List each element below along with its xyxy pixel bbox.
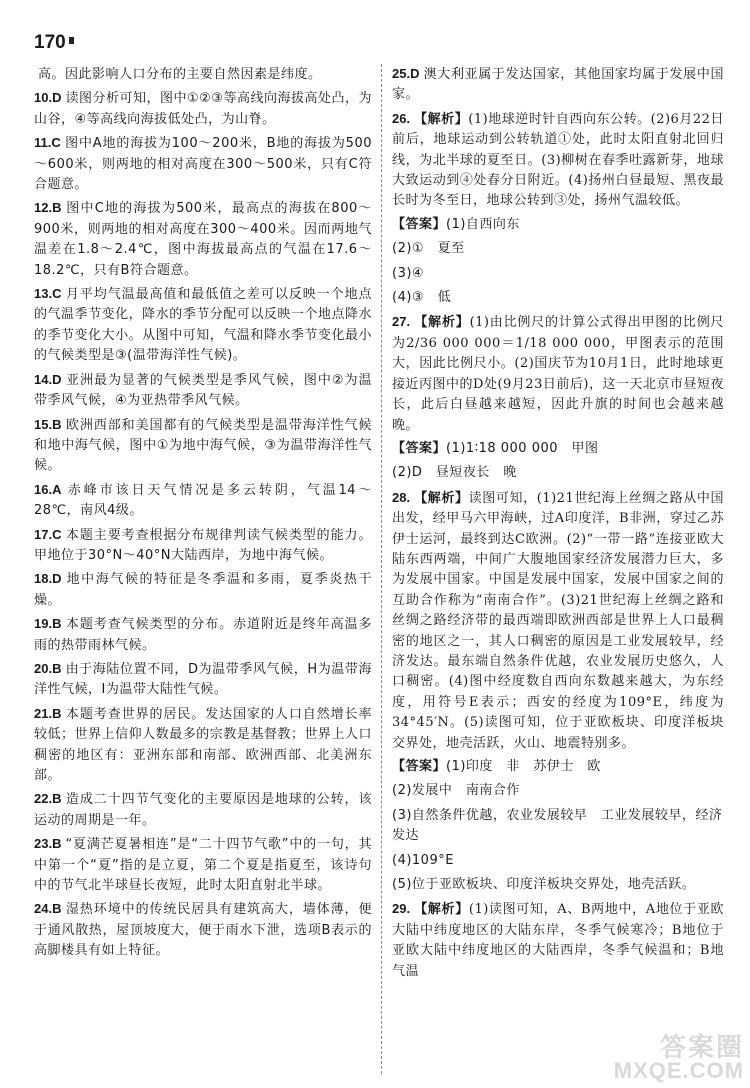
page-header (34, 30, 74, 52)
question-number: 25.D (392, 66, 420, 81)
answer-entry (34, 133, 372, 195)
left-column (34, 64, 372, 965)
answer-text: 本题考查气候类型的分布。赤道附近是终年高温多雨的热带雨林气候。 (34, 617, 372, 653)
answer-text: 本题考查世界的居民。发达国家的人口自然增长率较低；世界上信仰人数最多的宗教是基督教；世界上人口稠密的地区有：亚洲东部和南部、欧洲西部、北美洲东部。 (34, 706, 372, 783)
answer-line: (4)109°E (392, 852, 454, 868)
answer-text: 造成二十四节气变化的主要原因是地球的公转，该运动的周期是一年。 (34, 792, 372, 828)
answer-entry (392, 64, 724, 106)
watermark-logo (614, 1034, 744, 1082)
analysis-text: (1)由比例尺的计算公式得出甲图的比例尺为2/36 000 000＝1/18 000 000，甲图表示的范围大，因此比例尺小。(2)国庆节为10月1日，此时地球更接近丙图中的D处(9月23日前后)，这一天北京市昼短夜长，此后白昼越来越短，因此升旗的时间也会越来越晚。 (392, 315, 724, 433)
analysis-text: (1)地球逆时针自西向东公转。(2)6月22日前后，地球运动到公转轨道①处，此时太阳直射北回归线，为北半球的夏至日。(3)柳树在春季吐露新芽，地球大致运动到④处春分日附近。(4)扬州白昼最短、黑夜最长时为冬至日，地球公转到③处，扬州气温较低。 (392, 111, 724, 209)
answer-entry (34, 284, 372, 367)
question-number: 10.D (34, 90, 62, 106)
analysis-tag: 【解析】 (414, 902, 469, 918)
answer-entry: 高。因此影响人口分布的主要自然因素是纬度。 (38, 67, 322, 82)
answer-entry (34, 704, 372, 787)
answer-entry (34, 614, 372, 656)
page-marker-icon (69, 37, 74, 44)
answer-text: 澳大利亚属于发达国家，其他国家均属于发展中国家。 (392, 67, 724, 103)
answer-line: (2)发展中 南南合作 (392, 783, 520, 799)
question-number: 13.C (34, 286, 62, 302)
answer-line: (2)① 夏至 (392, 241, 465, 257)
analysis-tag: 【解析】 (414, 111, 469, 127)
answer-entry (34, 415, 372, 477)
answer-line: 【答案】(1)印度 非 苏伊士 欧 (392, 759, 601, 774)
answer-text: “夏满芒夏暑相连”是“二十四节气歌”中的一句，其中第一个“夏”指的是立夏，第二个夏是指夏至，该诗句中的节气北半球昼长夜短，此时太阳直射北半球。 (34, 837, 372, 894)
answer-line: (5)位于亚欧板块、印度洋板块交界处，地壳活跃。 (392, 877, 696, 893)
question-number: 27. (392, 314, 411, 330)
answer-text: 图中C地的海拔为500米，最高点的海拔在800～900米，则两地的相对高度在300～400米。因而两地气温差在1.8～2.4℃，图中海拔最高点的气温在17.6～18.2℃，只有B符合题意。 (34, 201, 372, 278)
answer-entry (34, 88, 372, 130)
question-number: 29. (392, 901, 411, 917)
answer-text: 地中海气候的特征是冬季温和多雨，夏季炎热干燥。 (34, 572, 372, 608)
answer-entry (34, 834, 372, 896)
question-number: 28. (392, 489, 411, 505)
watermark-line2: MXQE.COM (613, 1058, 744, 1083)
answer-text: 图中A地的海拔为100～200米，B地的海拔为500～600米，则两地的相对高度在300～500米，只有C符合题意。 (34, 136, 372, 193)
question-number: 26. (392, 110, 411, 126)
answer-entry (34, 198, 372, 281)
column-divider (381, 64, 382, 1074)
answer-line: 【答案】(1)1∶18 000 000 甲图 (392, 440, 599, 456)
answer-text: 月平均气温最高值和最低值之差可以反映一个地点的气温季节变化，降水的季节分配可以反映一个地点降水的季节变化大小。从图中可知，气温和降水季节变化最小的气候类型是③(温带海洋性气候)。 (34, 287, 372, 364)
answer-entry (34, 659, 372, 701)
answer-entry (34, 899, 372, 961)
analysis-text: (1)读图可知，A、B两地中，A地位于亚欧大陆中纬度地区的大陆东岸，冬季气候寒冷；B地位于亚欧大陆中纬度地区的大陆西岸，冬季气候温和；B地气温 (392, 902, 724, 979)
analysis-block (392, 312, 724, 435)
question-number: 23.B (34, 836, 62, 852)
answer-line: (3)自然条件优越，农业发展较早 工业发展较早，经济发达 (392, 807, 723, 844)
right-column (392, 64, 724, 985)
question-number: 17.C (34, 526, 62, 542)
answer-tag: 【答案】 (392, 759, 447, 774)
answer-tag: 【答案】 (392, 216, 447, 232)
answer-entry (34, 569, 372, 611)
answer-text: 读图分析可知，图中①②③等高线向海拔高处凸，为山谷，④等高线向海拔低处凸，为山脊。 (34, 91, 372, 127)
answer-line: (3)④ (392, 265, 425, 281)
page-number: 170 (34, 32, 66, 53)
answer-line: (2)D 昼短夜长 晚 (392, 465, 517, 481)
question-number: 22.B (34, 791, 62, 807)
question-number: 20.B (34, 660, 62, 676)
analysis-tag: 【解析】 (414, 490, 469, 506)
analysis-tag: 【解析】 (414, 315, 470, 331)
question-number: 11.C (34, 135, 61, 151)
answer-text: 欧洲西部和美国都有的气候类型是温带海洋性气候和地中海气候，图中①为地中海气候，③为温带海洋性气候。 (34, 417, 372, 474)
answer-entry (34, 525, 372, 567)
answer-text: 本题主要考查根据分布规律判读气候类型的能力。甲地位于30°N～40°N大陆西岸，为地中海气候。 (34, 527, 372, 563)
analysis-block (392, 488, 724, 754)
question-number: 24.B (34, 901, 62, 917)
question-number: 16.A (34, 481, 62, 497)
answer-line: 【答案】(1)自西向东 (392, 216, 520, 232)
analysis-text: 读图可知，(1)21世纪海上丝绸之路从中国出发，经甲马六甲海峡，过A印度洋，B非洲，穿过乙苏伊士运河，最终到达C欧洲。(2)“一带一路”连接亚欧大陆东西两端，中间广大腹地国家经济发展潜力巨大，多为发展中国家。中国是发展中国家，发展中国家之间的互助合作称为“南南合作”。(3)21世纪海上丝绸之路和丝绸之路经济带的最西端即欧洲西部是世界上人口最稠密的地区之一，其人口稠密的原因是工业发展较早，经济发达。最东端自然条件优越，农业发展历史悠久，人口稠密。(4)图中经度数自西向东数越来越大，为东经度，用符号E表示；西安的经度为109°E，纬度为34°45′N。(5)读图可知，位于亚欧板块、印度洋板块交界处，地壳活跃，火山、地震特别多。 (392, 490, 724, 751)
question-number: 21.B (34, 705, 62, 721)
answer-entry (34, 480, 372, 522)
question-number: 14.D (34, 371, 62, 387)
answer-text: 亚洲最为显著的气候类型是季风气候，图中②为温带季风气候，④为亚热带季风气候。 (34, 372, 372, 409)
answer-entry (34, 789, 372, 831)
analysis-block (392, 109, 724, 212)
question-number: 12.B (34, 200, 62, 216)
watermark-line1: 答案圈 (659, 1032, 744, 1062)
question-number: 15.B (34, 416, 62, 432)
question-number: 18.D (34, 571, 62, 587)
question-number: 19.B (34, 616, 62, 632)
answer-tag: 【答案】 (392, 440, 447, 456)
answer-text: 湿热环境中的传统民居具有建筑高大，墙体薄，便于通风散热，屋顶坡度大，便于雨水下泄，选项B表示的高脚楼具有如上特征。 (34, 902, 372, 959)
answer-text: 由于海陆位置不同，D为温带季风气候，H为温带海洋性气候，I为温带大陆性气候。 (34, 661, 372, 698)
analysis-block (392, 899, 724, 982)
answer-entry (34, 370, 372, 412)
answer-text: 赤峰市该日天气情况是多云转阴，气温14～28℃，南风4级。 (34, 482, 372, 519)
answer-line: (4)③ 低 (392, 290, 452, 306)
